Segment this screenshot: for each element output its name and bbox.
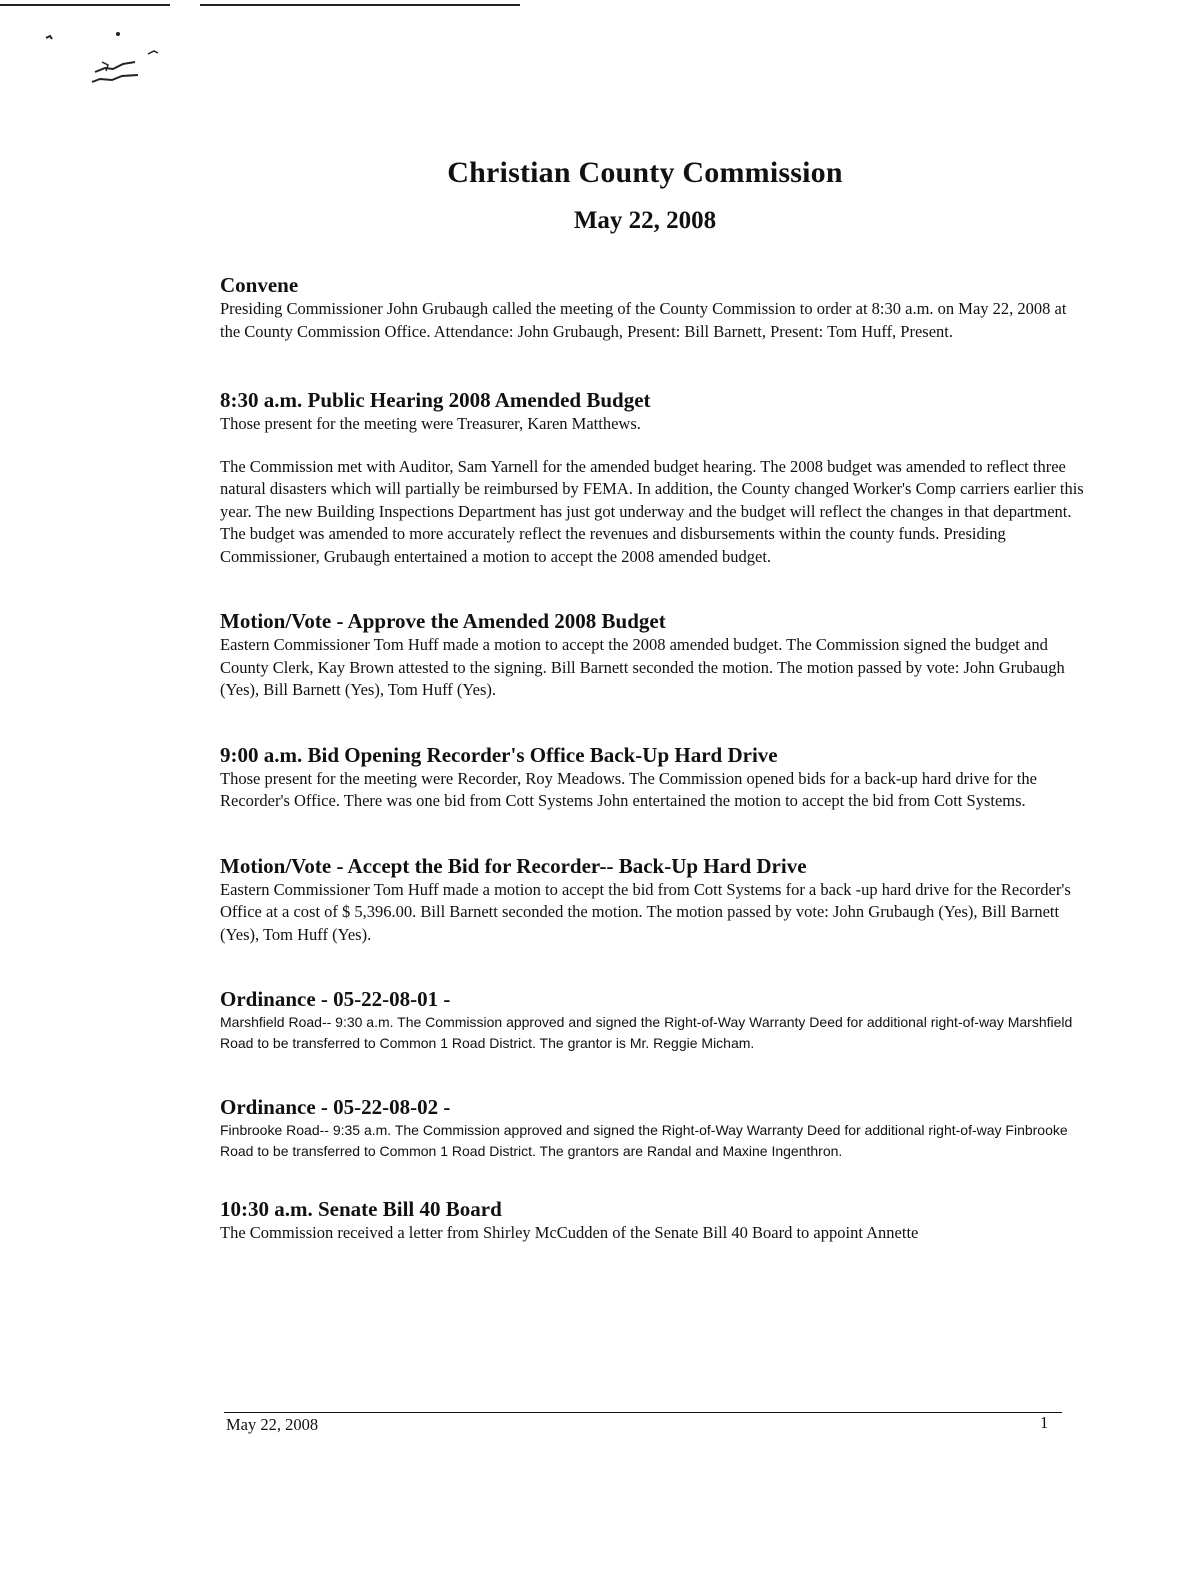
section-heading: Motion/Vote - Approve the Amended 2008 Budget xyxy=(220,609,666,633)
section-convene xyxy=(220,272,1090,343)
section-body: Marshfield Road-- 9:30 a.m. The Commission approved and signed the Right-of-Way Warranty Deed for additional right-of-way Marshfield Road to be transferred to Common 1 Road District. The grantor is Mr. Reggie Micham. xyxy=(220,1014,1073,1051)
page-title: Christian County Commission xyxy=(447,156,843,189)
section-body: Eastern Commissioner Tom Huff made a motion to accept the 2008 amended budget. The Commission signed the budget and County Clerk, Kay Brown attested to the signing. Bill Barnett seconded the motion. The motion passed by vote: John Grubaugh (Yes), Bill Barnett (Yes), Tom Huff (Yes). xyxy=(220,635,1065,699)
section-heading: Motion/Vote - Accept the Bid for Recorder-- Back-Up Hard Drive xyxy=(220,853,807,878)
section-public-hearing xyxy=(220,387,1090,568)
section-motion-accept-bid xyxy=(220,853,1090,947)
scan-edge-line xyxy=(0,4,170,6)
section-senate-bill-40 xyxy=(220,1196,1090,1245)
scan-marks xyxy=(40,20,180,100)
section-body: Presiding Commissioner John Grubaugh called the meeting of the County Commission to order at 8:30 a.m. on May 22, 2008 at the County Commission Office. Attendance: John Grubaugh, Present: Bill Barnett, Present: Tom Huff, Present. xyxy=(220,299,1067,341)
section-ordinance-02 xyxy=(220,1094,1090,1162)
footer-divider xyxy=(224,1412,1062,1413)
section-bid-opening xyxy=(220,742,1090,813)
section-heading: Ordinance - 05-22-08-01 - xyxy=(220,987,451,1011)
section-body: Those present for the meeting were Recorder, Roy Meadows. The Commission opened bids for a back-up hard drive for the Recorder's Office. There was one bid from Cott Systems John entertained the motion to accept the bid from Cott Systems. xyxy=(220,768,1037,810)
footer-date: May 22, 2008 xyxy=(226,1415,319,1434)
section-heading: 8:30 a.m. Public Hearing 2008 Amended Budget xyxy=(220,388,651,412)
section-heading: 10:30 a.m. Senate Bill 40 Board xyxy=(220,1197,502,1221)
section-body: Those present for the meeting were Treasurer, Karen Matthews. xyxy=(220,414,641,433)
section-motion-approve-budget xyxy=(220,608,1090,702)
section-body: Eastern Commissioner Tom Huff made a motion to accept the bid from Cott Systems for a back -up hard drive for the Recorder's Office at a cost of $ 5,396.00. Bill Barnett seconded the motion. The motion passed by vote: John Grubaugh (Yes), Bill Barnett (Yes), Tom Huff (Yes). xyxy=(220,879,1071,944)
page-number: 1 xyxy=(1040,1413,1049,1432)
section-heading: Ordinance - 05-22-08-02 - xyxy=(220,1095,451,1119)
section-heading: 9:00 a.m. Bid Opening Recorder's Office Back-Up Hard Drive xyxy=(220,742,778,767)
section-body: Finbrooke Road-- 9:35 a.m. The Commission approved and signed the Right-of-Way Warranty Deed for additional right-of-way Finbrooke Road to be transferred to Common 1 Road District. The grantors are Randal and Maxine Ingenthron. xyxy=(220,1122,1068,1159)
section-ordinance-01 xyxy=(220,986,1090,1054)
section-body-paragraph: The Commission met with Auditor, Sam Yarnell for the amended budget hearing. The 2008 budget was amended to reflect three natural disasters which will partially be reimbursed by FEMA. In addition, the County changed Worker's Comp carriers earlier this year. The new Building Inspections Department has just got underway and the budget will reflect the changes in that department. The budget was amended to more accurately reflect the revenues and disbursements within the county funds. Presiding Commissioner, Grubaugh entertained a motion to accept the 2008 amended budget. xyxy=(220,456,1084,566)
section-heading: Convene xyxy=(220,273,299,297)
page-date: May 22, 2008 xyxy=(573,207,717,234)
scan-edge-line xyxy=(200,4,520,6)
section-body: The Commission received a letter from Shirley McCudden of the Senate Bill 40 Board to appoint Annette xyxy=(220,1223,919,1242)
minutes-content xyxy=(220,272,1090,1245)
